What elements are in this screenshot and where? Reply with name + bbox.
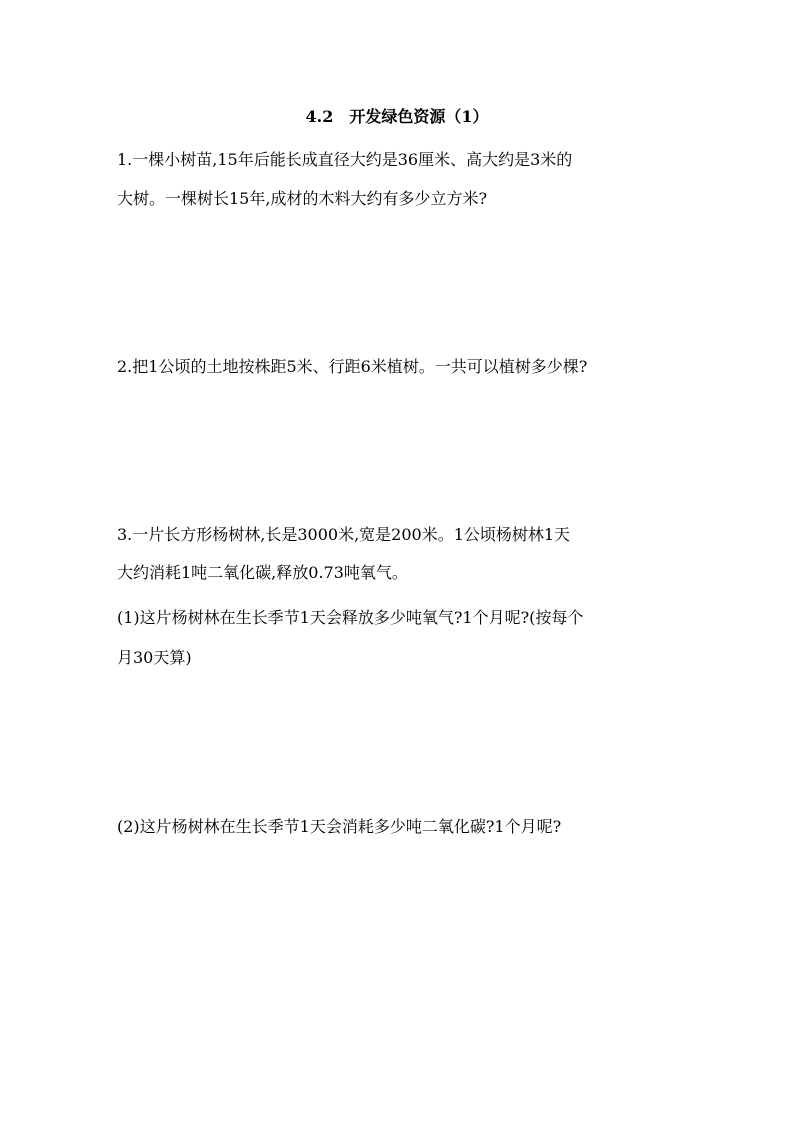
page-title: 4.2 开发绿色资源（1） — [305, 107, 489, 126]
question-1-line-1: 1.一棵小树苗,15年后能长成直径大约是36厘米、高大约是3米的 — [117, 150, 573, 169]
question-3-part-1-line-2: 月30天算) — [117, 648, 192, 667]
question-3-line-2: 大约消耗1吨二氧化碳,释放0.73吨氧气。 — [117, 563, 408, 582]
question-3-part-1-line-1: (1)这片杨树林在生长季节1天会释放多少吨氧气?1个月呢?(按每个 — [117, 608, 584, 627]
question-2-line-1: 2.把1公顷的土地按株距5米、行距6米植树。一共可以植树多少棵? — [117, 357, 588, 376]
question-3-line-1: 3.一片长方形杨树林,长是3000米,宽是200米。1公顷杨树林1天 — [117, 525, 571, 544]
question-1-line-2: 大树。一棵树长15年,成材的木料大约有多少立方米? — [117, 189, 488, 208]
question-3-part-2-line-1: (2)这片杨树林在生长季节1天会消耗多少吨二氧化碳?1个月呢? — [117, 817, 562, 836]
